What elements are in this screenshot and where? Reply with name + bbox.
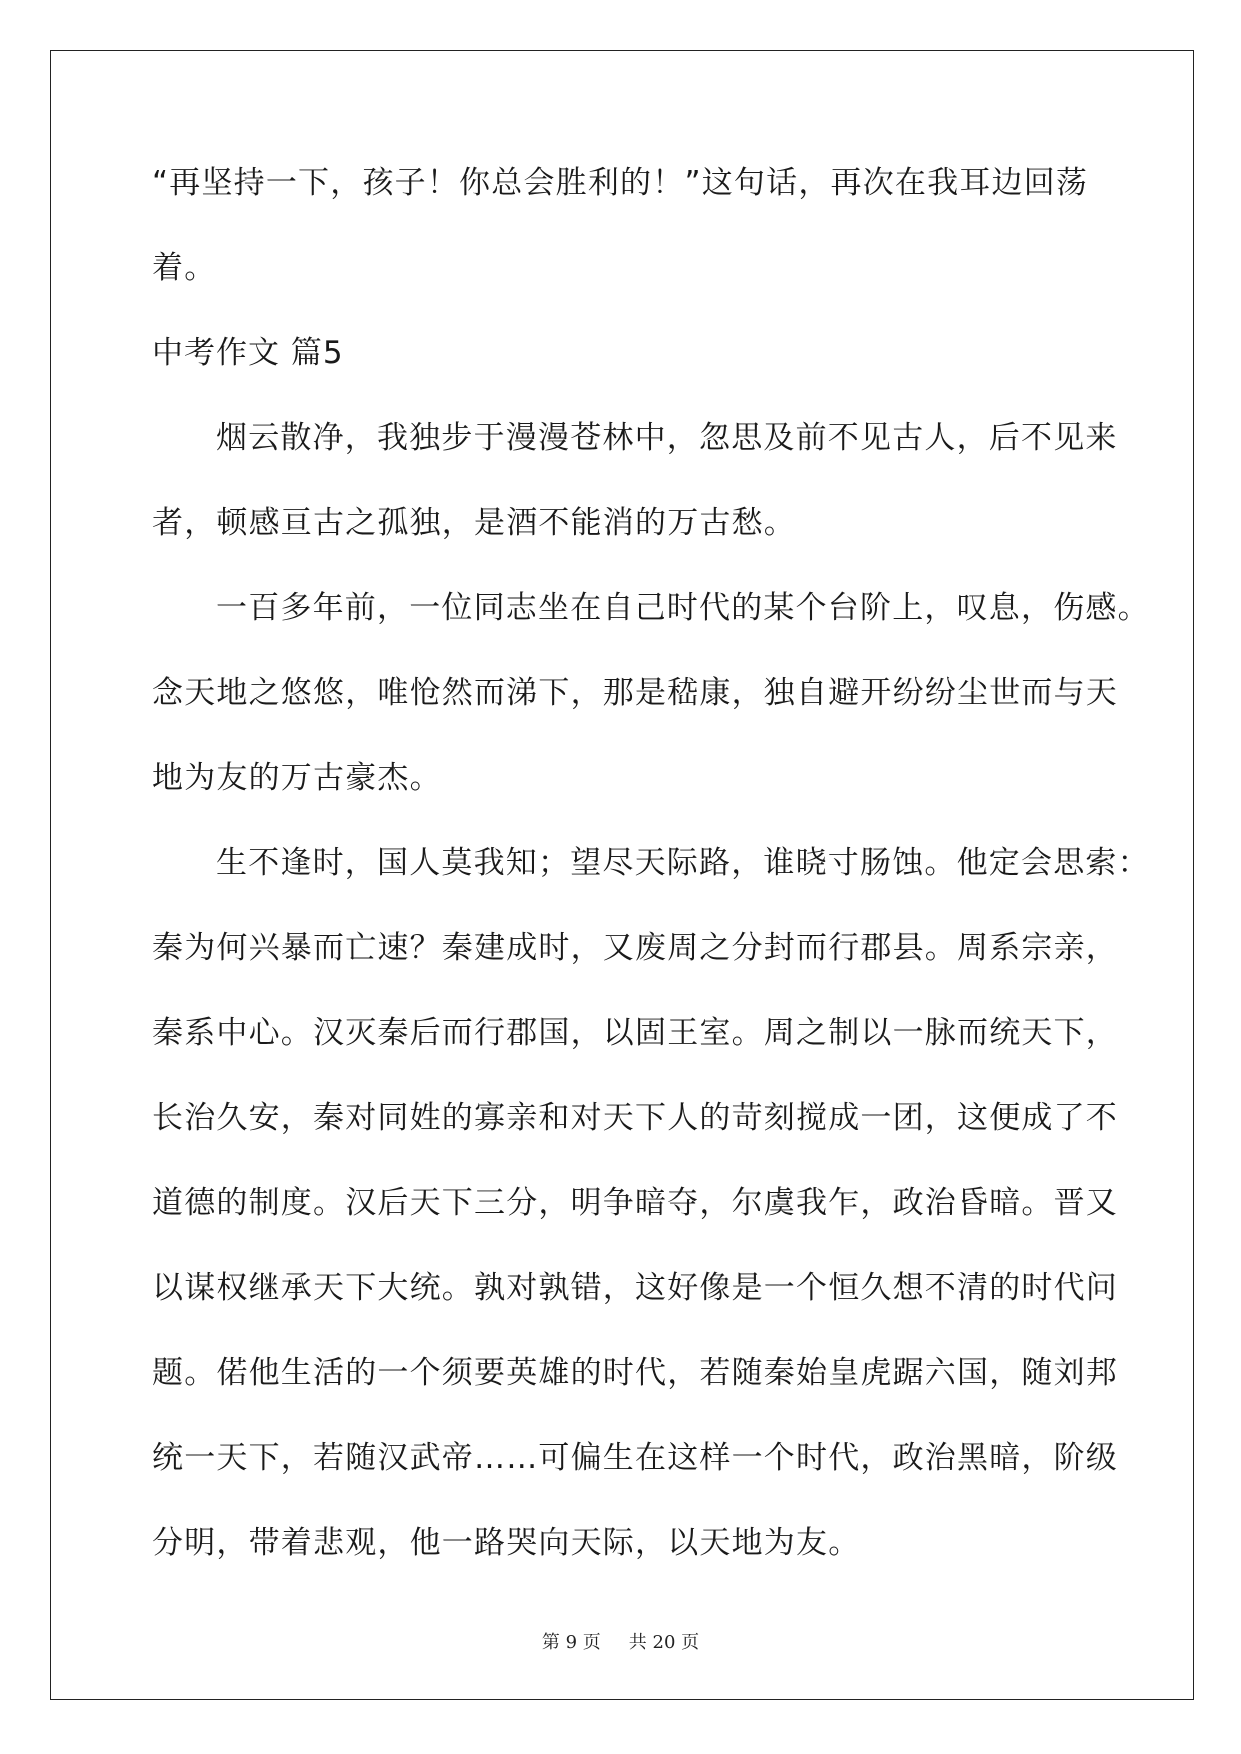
paragraph-first-line: 生不逢时，国人莫我知；望尽天际路，谁晓寸肠蚀。他定会思索： (216, 845, 1150, 881)
section-heading: 中考作文 篇5 (152, 335, 344, 371)
page-number: 第 9 页 (541, 1632, 601, 1653)
document-body (152, 158, 1150, 1603)
text-line: 地为友的万古豪杰。 (152, 760, 442, 796)
text-line: 秦系中心。汉灭秦后而行郡国，以固王室。周之制以一脉而统天下， (152, 1015, 1118, 1051)
page-total: 共 20 页 (628, 1632, 700, 1653)
text-line: 秦为何兴暴而亡速？秦建成时，又废周之分封而行郡县。周系宗亲， (152, 930, 1118, 966)
text-line: 分明，带着悲观，他一路哭向天际，以天地为友。 (152, 1525, 861, 1561)
page-footer (0, 1628, 1241, 1654)
text-line: 统一天下，若随汉武帝……可偏生在这样一个时代，政治黑暗，阶级 (152, 1440, 1118, 1476)
text-line: 道德的制度。汉后天下三分，明争暗夺，尔虞我乍，政治昏暗。晋又 (152, 1185, 1118, 1221)
paragraph-first-line: 烟云散净，我独步于漫漫苍林中，忽思及前不见古人，后不见来 (216, 420, 1118, 456)
text-line: 着。 (152, 250, 217, 286)
text-line: 念天地之悠悠，唯怆然而涕下，那是嵇康，独自避开纷纷尘世而与天 (152, 675, 1118, 711)
text-line: 以谋权继承天下大统。孰对孰错，这好像是一个恒久想不清的时代问 (152, 1270, 1118, 1306)
text-line: 题。偌他生活的一个须要英雄的时代，若随秦始皇虎踞六国，随刘邦 (152, 1355, 1118, 1391)
text-line: 长治久安，秦对同姓的寡亲和对天下人的苛刻搅成一团，这便成了不 (152, 1100, 1118, 1136)
paragraph-first-line: 一百多年前，一位同志坐在自己时代的某个台阶上，叹息，伤感。 (216, 590, 1150, 626)
text-line: “再坚持一下，孩子！你总会胜利的！”这句话，再次在我耳边回荡 (152, 165, 1089, 201)
text-line: 者，顿感亘古之孤独，是酒不能消的万古愁。 (152, 505, 796, 541)
